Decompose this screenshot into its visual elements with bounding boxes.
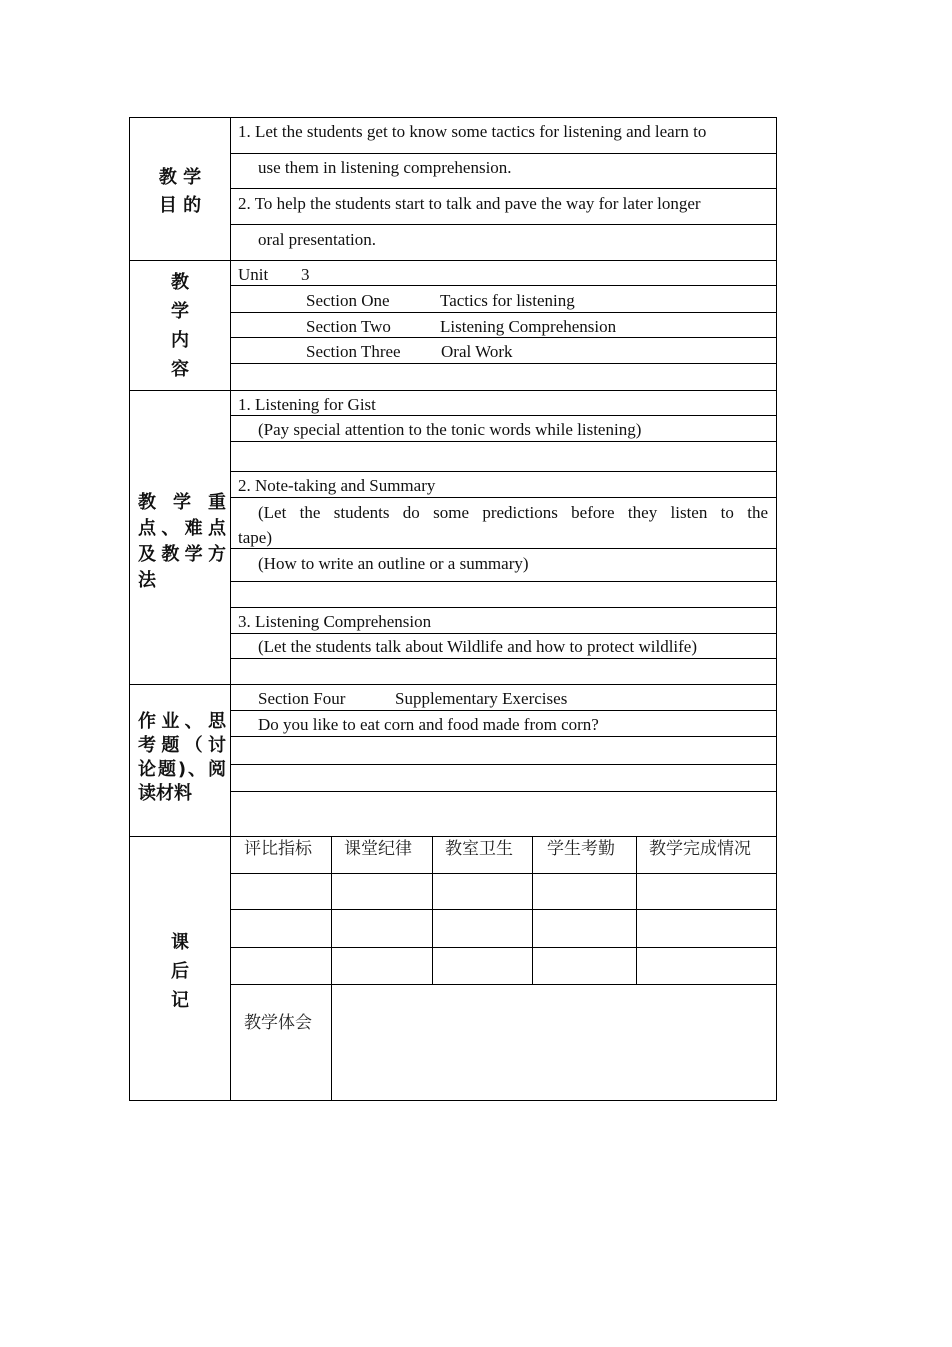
section-divider — [130, 260, 776, 261]
unit-label: Unit — [238, 265, 269, 284]
content-label-char: 学 — [171, 301, 189, 322]
eval-header: 评比指标 — [244, 839, 312, 859]
content-label — [130, 268, 230, 384]
row-line — [230, 337, 776, 338]
section-name: Section One — [306, 291, 390, 310]
homework-question: Do you like to eat corn and food made from corn? — [258, 715, 599, 734]
eval-header: 教室卫生 — [445, 839, 513, 859]
objective-line: use them in listening comprehension. — [258, 158, 512, 177]
row-line — [230, 658, 776, 659]
method-note: (Let the students talk about Wildlife and how to protect wildlife) — [258, 637, 698, 656]
method-note-continued: tape) — [238, 528, 272, 547]
row-line — [230, 363, 776, 364]
unit-number: 3 — [301, 265, 310, 284]
row-line — [230, 581, 776, 582]
method-note: (Pay special attention to the tonic words while listening) — [258, 420, 642, 439]
row-line — [230, 633, 776, 634]
lesson-plan-table — [129, 117, 777, 1101]
homework-label-line: 论题)、阅 — [138, 759, 226, 780]
grid-row-line — [230, 947, 776, 948]
objectives-label-line: 目 的 — [158, 195, 202, 216]
eval-header: 教学完成情况 — [649, 839, 751, 859]
homework-section-name: Section Four — [258, 689, 346, 708]
objectives-label-line: 教 学 — [158, 167, 202, 188]
section-title: Oral Work — [441, 342, 513, 361]
method-item: 1. Listening for Gist — [238, 395, 376, 414]
section-name: Section Two — [306, 317, 391, 336]
section-title: Tactics for listening — [440, 291, 575, 310]
method-note: (Let the students do some predictions before they listen to the — [258, 503, 768, 522]
row-line — [230, 710, 776, 711]
row-line — [230, 736, 776, 737]
homework-section-title: Supplementary Exercises — [395, 689, 568, 708]
methods-label-line: 及教学方 — [138, 544, 226, 565]
eval-header: 课堂纪律 — [344, 839, 412, 859]
row-line — [230, 764, 776, 765]
reflection-label: 教学体会 — [244, 1013, 312, 1033]
afterclass-label-char: 记 — [171, 990, 189, 1011]
content-label-char: 容 — [171, 359, 189, 380]
label-column-divider — [230, 118, 231, 1100]
grid-column-line — [532, 836, 533, 985]
methods-label-line: 法 — [138, 570, 156, 591]
section-divider — [130, 390, 776, 391]
homework-label — [138, 710, 226, 806]
row-line — [230, 285, 776, 286]
eval-header: 学生考勤 — [547, 839, 615, 859]
grid-row-line — [230, 984, 776, 985]
objective-line: oral presentation. — [258, 230, 377, 249]
afterclass-label-char: 后 — [171, 961, 189, 982]
row-line — [230, 441, 776, 442]
objectives-label — [130, 166, 230, 218]
row-line — [230, 607, 776, 608]
row-line — [230, 497, 776, 498]
grid-column-line — [636, 836, 637, 985]
grid-row-line — [230, 873, 776, 874]
method-note: (How to write an outline or a summary) — [258, 554, 529, 573]
row-line — [230, 791, 776, 792]
grid-row-line — [230, 909, 776, 910]
homework-label-line: 读材料 — [138, 783, 192, 804]
row-line — [230, 188, 776, 189]
section-divider — [130, 684, 776, 685]
method-item: 2. Note-taking and Summary — [238, 476, 436, 495]
methods-label-line: 教 学 重 — [138, 492, 226, 513]
methods-label — [138, 490, 226, 594]
section-name: Section Three — [306, 342, 401, 361]
row-line — [230, 548, 776, 549]
grid-column-line — [331, 836, 332, 1100]
afterclass-label-char: 课 — [171, 932, 189, 953]
grid-column-line — [432, 836, 433, 985]
row-line — [230, 312, 776, 313]
objective-line: 1. Let the students get to know some tactics for listening and learn to — [238, 122, 707, 141]
row-line — [230, 415, 776, 416]
row-line — [230, 224, 776, 225]
content-label-char: 内 — [171, 330, 189, 351]
methods-label-line: 点、难点 — [138, 518, 226, 539]
homework-label-line: 考题（讨 — [138, 735, 226, 756]
content-label-char: 教 — [171, 272, 189, 293]
homework-label-line: 作业、思 — [138, 711, 226, 732]
row-line — [230, 153, 776, 154]
afterclass-label — [130, 928, 230, 1015]
method-item: 3. Listening Comprehension — [238, 612, 432, 631]
section-title: Listening Comprehension — [440, 317, 617, 336]
objective-line: 2. To help the students start to talk and pave the way for later longer — [238, 194, 701, 213]
row-line — [230, 471, 776, 472]
